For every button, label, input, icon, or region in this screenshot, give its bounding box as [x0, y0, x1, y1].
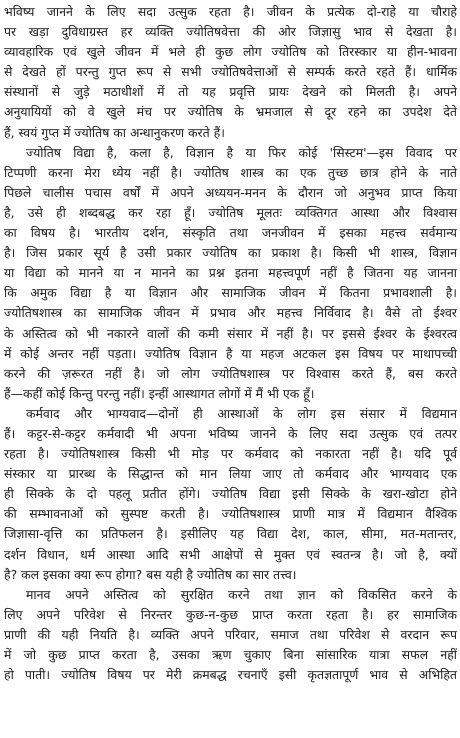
paragraph-1 — [4, 2, 457, 143]
text-line: प्राणी की यही नियति है। व्यक्ति अपने परिवार, समाज तथा परिवेश से वरदान रूप — [4, 626, 457, 642]
text-line: हैं, स्वयं गुप्त में ज्योतिष का अन्धानुकरण करते हैं। — [4, 124, 225, 140]
text-line: पिछले चालीस पचास वर्षों में अपने अध्ययन-मनन के दौरान जो अनुभव प्राप्त किया — [4, 184, 457, 200]
paragraph-2 — [4, 143, 457, 404]
text-line: जिज्ञासा-वृत्ति का प्रतिफलन है। इसीलिए यह विद्या देश, काल, सीमा, मत-मतान्तर, — [4, 526, 457, 542]
text-line: में जो कुछ प्राप्त करता है, उसका ऋण चुकाए बिना सांसारिक यात्रा सफल नहीं — [4, 647, 457, 662]
text-line: ज्योतिष विद्या है, कला है, विज्ञान है या फिर कोई 'सिस्टम'—इस विवाद पर — [26, 144, 457, 160]
text-line: है, उसे ही शब्दबद्ध कर रहा हूँ। ज्योतिष मूलतः व्यक्तिगत आस्था और विश्वास — [4, 204, 457, 220]
paragraph-3 — [4, 404, 457, 585]
text-line: हैं। कट्टर-से-कट्टर कर्मवादी भी अपना भविष्य जानने के लिए सदा उत्सुक एवं तत्पर — [4, 425, 457, 441]
text-line: या विद्या को मानने या न मानने का प्रश्न इतना महत्त्वपूर्ण नहीं है जितना यह जानना — [4, 265, 457, 281]
text-line: कि अमुक विद्या है या विज्ञान और सामाजिक जीवन में कितना प्रभावशाली है। — [4, 285, 457, 301]
text-line: टिप्पणी करना मेरा ध्येय नहीं है। ज्योतिष शास्त्र का एक तुच्छ छात्र होने के नाते — [4, 164, 457, 180]
text-line: हो पाती। ज्योतिष विषय पर मेरी क्रमबद्ध रचनाएँ इसी कृतज्ञतापूर्ण भाव से अभिहित — [4, 667, 457, 683]
text-line: व्यावहारिक एवं खुले जीवन में भले ही कुछ लोग ज्योतिष को तिरस्कार या हीन-भावना — [4, 44, 457, 60]
text-line: अनुयायियों को वे खुले मंच पर ज्योतिष के भ्रमजाल से दूर रहने का उपदेश देते — [4, 104, 457, 120]
text-line: है। जिस प्रकार सूर्य है उसी प्रकार ज्योतिष का प्रकाश है। किसी भी शास्त्र, विज्ञान — [4, 245, 457, 261]
text-line: की सम्भावनाओं को सुस्पष्ट करती है। ज्योतिषशास्त्र प्राणी मात्र में विद्यमान वैश्विक — [4, 506, 457, 522]
text-line: पर खड़ा दुविधाग्रस्त हर व्यक्ति ज्योतिषवेत्ता की ओर जिज्ञासु भाव से देखता है। — [4, 24, 457, 40]
text-line: लिए अपने परिवेश से निरन्तर कुछ-न-कुछ प्राप्त करता रहता है। हर सामाजिक — [4, 606, 457, 622]
text-line: भविष्य जानने के लिए सदा उत्सुक रहता है। जीवन के प्रत्येक दो-राहे या चौराहे — [4, 4, 457, 19]
text-line: से देखते हों परन्तु गुप्त रूप से सभी ज्योतिषवेत्ताओं से सम्पर्क करते रहते हैं। धार्मिक — [4, 64, 457, 80]
text-line: संस्थानों से जुड़े मठाधीशों में तो यह प्रवृत्ति प्रायः देखने को मिलती है। अपने — [4, 84, 457, 100]
text-line: कर्मवाद और भाग्यवाद—दोनों ही आस्थाओं के लोग इस संसार में विद्यमान — [26, 405, 457, 421]
text-line: ही सिक्के के दो पहलू प्रतीत होंगे। ज्योतिष विद्या इसी सिक्के के खरा-खोटा होने — [4, 486, 457, 502]
text-line: हैं—कहीं कोई किन्तु परन्तु नहीं। इन्हीं आस्थागत लोगों में मैं भी एक हूँ। — [4, 385, 315, 401]
text-line: ज्योतिषशास्त्र का सामाजिक जीवन में प्रभाव और महत्त्व निर्विवाद है। वैसे तो ईश्वर — [4, 305, 457, 321]
text-line: है? कल इसका क्या रूप होगा? बस यही है ज्योतिष का सार तत्त्व। — [4, 566, 297, 582]
text-line: मानव अपने अस्तित्व को सुरक्षित करने तथा ज्ञान को विकसित करने के — [26, 586, 457, 602]
text-line: रहता है। ज्योतिषशास्त्र किसी भी मोड़ पर कर्मवाद को नकारता नहीं है। यदि पूर्व — [4, 446, 457, 462]
paragraph-4 — [4, 585, 457, 685]
text-line: का विषय है। भारतीय दर्शन, संस्कृति तथा जनजीवन में इसका महत्त्व सर्वमान्य — [4, 225, 457, 241]
text-line: के अस्तित्व को भी नकारने वालों की कमी संसार में नहीं है। पर इससे ईश्वर के ईश्वरत्व — [4, 325, 457, 341]
text-line: में कोई अन्तर नहीं पड़ता। ज्योतिष विज्ञान है या महज अटकल इस विषय पर माथापच्ची — [4, 345, 457, 361]
text-line: करने की ज़रूरत नहीं है। जो लोग ज्योतिषशास्त्र पर विश्वास करते हैं, बस करते — [4, 365, 457, 381]
text-line: संस्कार या प्रारब्ध के सिद्धान्त को मान लिया जाए तो कर्मवाद और भाग्यवाद एक — [4, 466, 457, 482]
text-line: दर्शन विधान, धर्म आस्था आदि सभी आक्षेपों से मुक्त एवं स्वतन्त्र है। जो है, क्यों — [4, 546, 457, 562]
